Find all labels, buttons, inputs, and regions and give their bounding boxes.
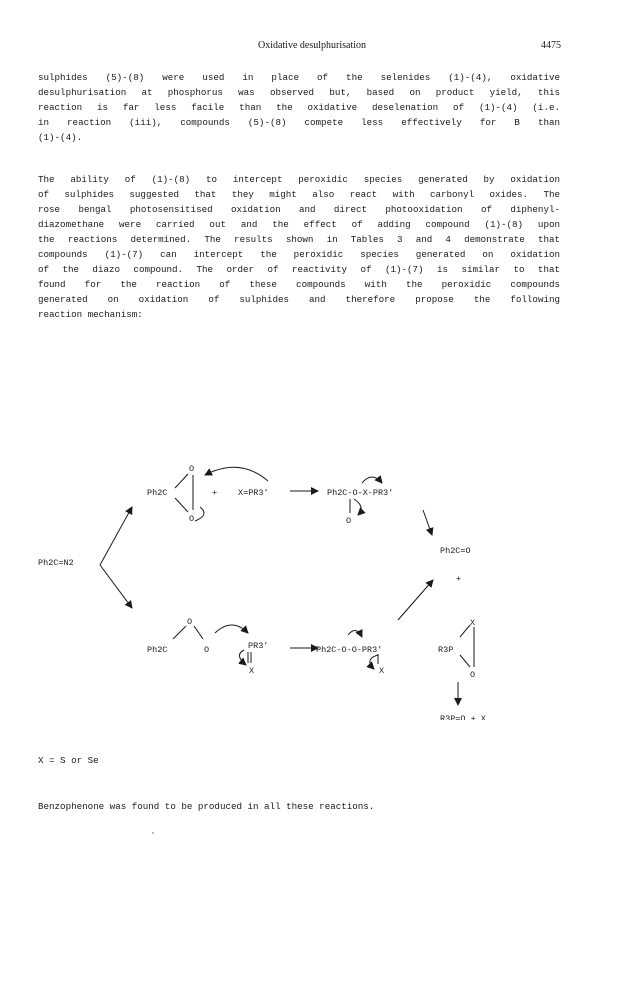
bond-line [173,626,186,639]
product-plus-sign: + [456,574,462,584]
paragraph-line: rose bengal photosensitised oxidation and direct photooxidation of diphenyl- [38,204,560,215]
paragraph-line: the reactions determined. The results shown in Tables 3 and 4 demonstrate that [38,234,560,245]
ring-bottom-label: O [470,670,476,680]
bond-line [175,498,188,512]
curly-arrow [205,467,268,481]
paragraph-line: The ability of (1)-(8) to intercept peroxidic species generated by oxidation [38,174,560,185]
paragraph-2 [38,172,560,322]
curly-arrow [195,507,204,521]
atom-label: O [204,645,210,655]
curly-arrow [370,655,378,669]
closing-sentence: Benzophenone was found to be produced in all these reactions. [38,801,375,812]
reaction-arrow [398,580,433,620]
running-title: Oxidative desulphurisation [257,40,367,51]
upper-intermediate-label: Ph2C-O-X-PR3' [327,488,394,498]
bond-line [175,474,188,488]
product-ketone-label: Ph2C=O [440,546,471,556]
lower-carbonyl-label: Ph2C [147,645,168,655]
upper-carbonyl-label: Ph2C [147,488,168,498]
atom-label: X [379,666,385,676]
reaction-arrow [423,510,432,535]
paragraph-1 [38,70,560,145]
atom-label: O [189,464,195,474]
atom-label: O [187,617,193,627]
ring-left-label: R3P [438,645,454,655]
curly-arrow [362,477,382,483]
paragraph-line: of the diazo compound. The order of reactivity of (1)-(7) is similar to that [38,264,560,275]
starting-material-label: Ph2C=N2 [38,558,74,568]
reaction-scheme [0,455,624,720]
scan-speck [152,832,154,834]
curly-arrow [239,650,246,665]
reagent-label: X=PR3' [238,488,269,498]
atom-label: O [346,516,352,526]
curly-arrow [215,625,248,633]
lower-reagent-label: PR3' [248,641,269,651]
bond-line [460,655,470,667]
reaction-arrow [100,565,132,608]
page-header [0,40,624,54]
bond-line [194,626,203,639]
paragraph-line: compounds (1)-(7) can intercept the peroxidic species generated on oxidation [38,249,560,260]
paragraph-line: (1)-(4). [38,132,83,143]
paragraph-line: of sulphides suggested that they might also react with carbonyl oxides. The [38,189,560,200]
paragraph-line: generated on oxidation of sulphides and therefore propose the following [38,294,560,305]
atom-label: O [189,514,195,524]
lower-intermediate-label: Ph2C-O-O-PR3' [316,645,383,655]
paragraph-line: desulphurisation at phosphorus was observed but, based on product yield, this [38,87,560,98]
paragraph-line: reaction mechanism: [38,309,143,320]
paragraph-line: found for the reaction of these compounds with the peroxidic compounds [38,279,560,290]
plus-sign: + [212,488,218,498]
page-number: 4475 [541,40,561,51]
paragraph-line: sulphides (5)-(8) were used in place of the selenides (1)-(4), oxidative [38,72,560,83]
bond-line [460,625,470,637]
paragraph-line: reaction is far less facile than the oxidative deselenation of (1)-(4) (i.e. [38,102,560,113]
paragraph-line: in reaction (iii), compounds (5)-(8) compete less effectively for B than [38,117,560,128]
reaction-arrow [100,507,132,565]
final-product-label: R3P=O + X [440,714,486,720]
ring-top-label: X [470,618,476,628]
paragraph-line: diazomethane were carried out and the effect of adding compound (1)-(8) upon [38,219,560,230]
curly-arrow [354,499,361,515]
footnote: X = S or Se [38,755,99,766]
atom-label: X [249,666,255,676]
curly-arrow [348,630,362,637]
